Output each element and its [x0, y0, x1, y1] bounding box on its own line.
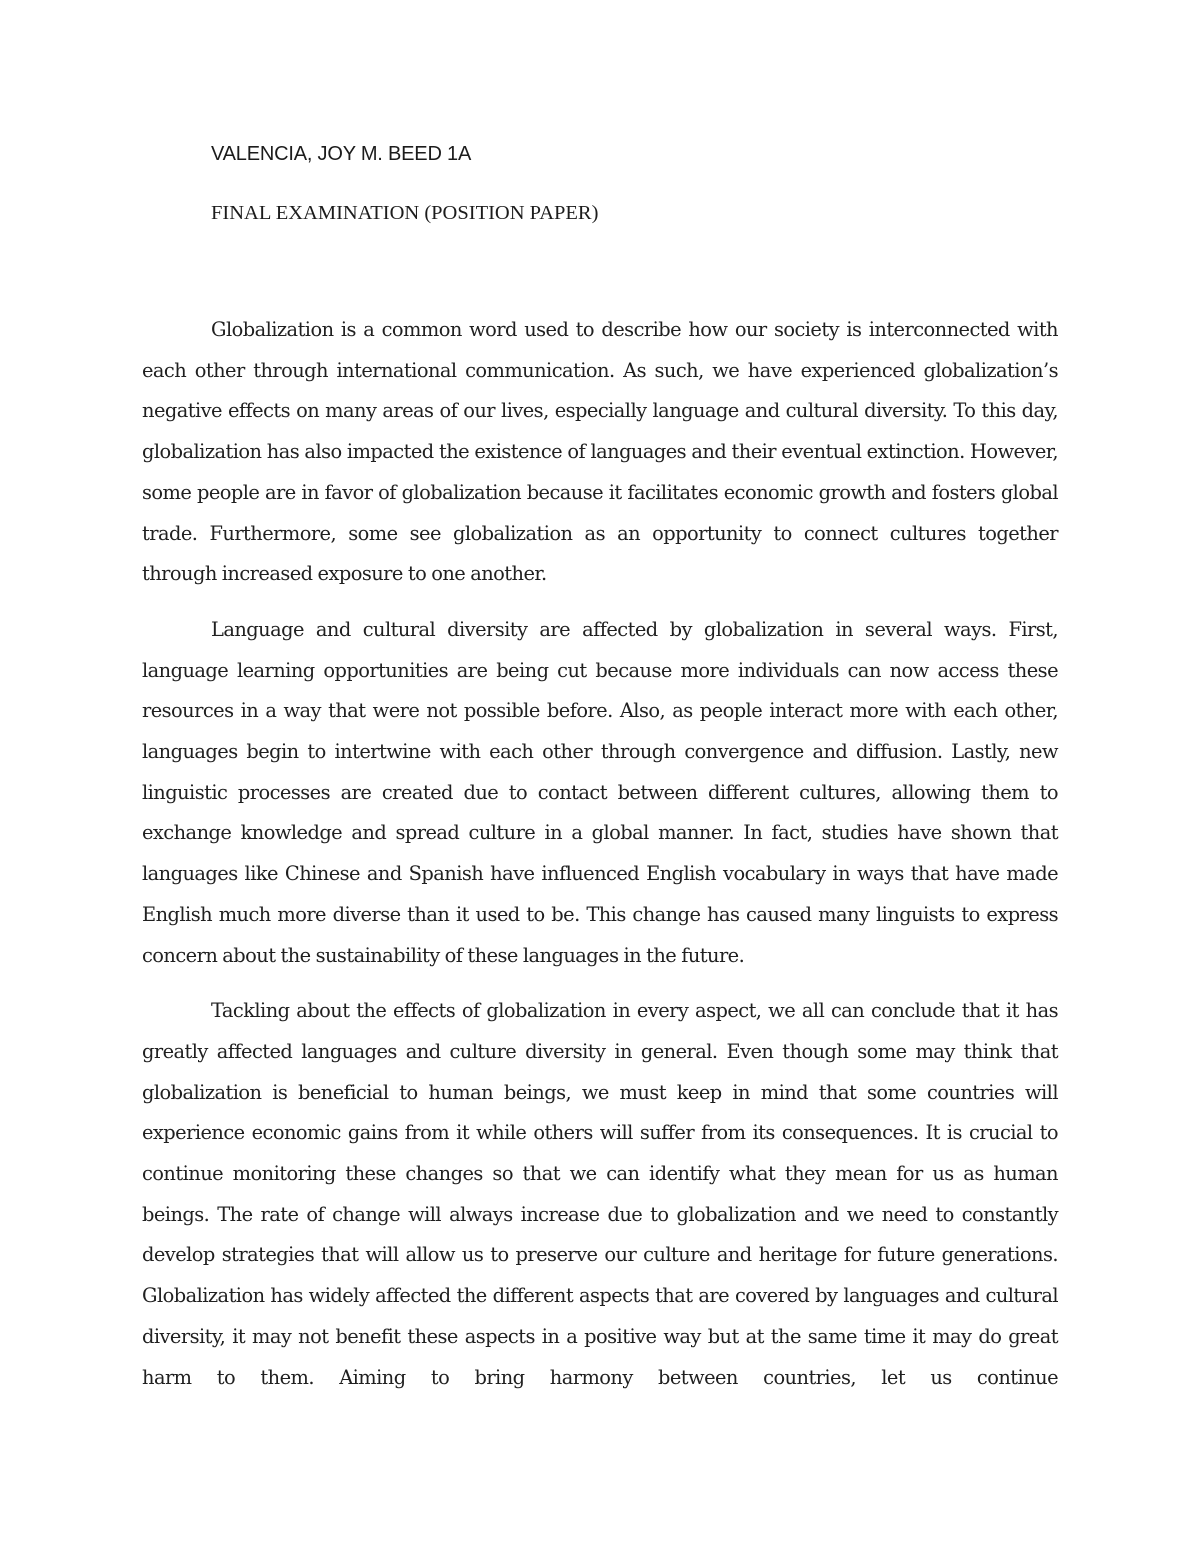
paragraph-1: Globalization is a common word used to describe how our society is interconnected with each other through international communication. As such, we have experienced globalization’s negative effects on many areas of our lives, especially language and cultural diversity. To this day, globalization has also impacted the existence of languages and their eventual extinction. However, some people are in favor of globalization because it facilitates economic growth and fosters global trade. Furthermore, some see globalization as an opportunity to connect cultures together through increased exposure to one another.: [142, 318, 1058, 586]
paragraph-2: Language and cultural diversity are affected by globalization in several ways. First, language learning opportunities are being cut because more individuals can now access these resources in a way that were not possible before. Also, as people interact more with each other, languages begin to intertwine with each other through convergence and diffusion. Lastly, new linguistic processes are created due to contact between different cultures, allowing them to exchange knowledge and spread culture in a global manner. In fact, studies have shown that languages like Chinese and Spanish have influenced English vocabulary in ways that have made English much more diverse than it used to be. This change has caused many linguists to express concern about the sustainability of these languages in the future.: [142, 617, 1058, 967]
author-line: VALENCIA, JOY M. BEED 1A: [211, 143, 472, 165]
document-title: FINAL EXAMINATION (POSITION PAPER): [211, 202, 599, 224]
paragraph-3: Tackling about the effects of globalization in every aspect, we all can conclude that it has greatly affected languages and culture diversity in general. Even though some may think that globalization is beneficial to human beings, we must keep in mind that some countries will experience economic gains from it while others will suffer from its consequences. It is crucial to continue monitoring these changes so that we can identify what they mean for us as human beings. The rate of change will always increase due to globalization and we need to constantly develop strategies that will allow us to preserve our culture and heritage for future generations. Globalization has widely affected the different aspects that are covered by languages and cultural diversity, it may not benefit these aspects in a positive way but at the same time it may do great harm to them. Aiming to bring harmony between countries, let us continue: [142, 999, 1058, 1389]
document-body: [142, 310, 1058, 1398]
